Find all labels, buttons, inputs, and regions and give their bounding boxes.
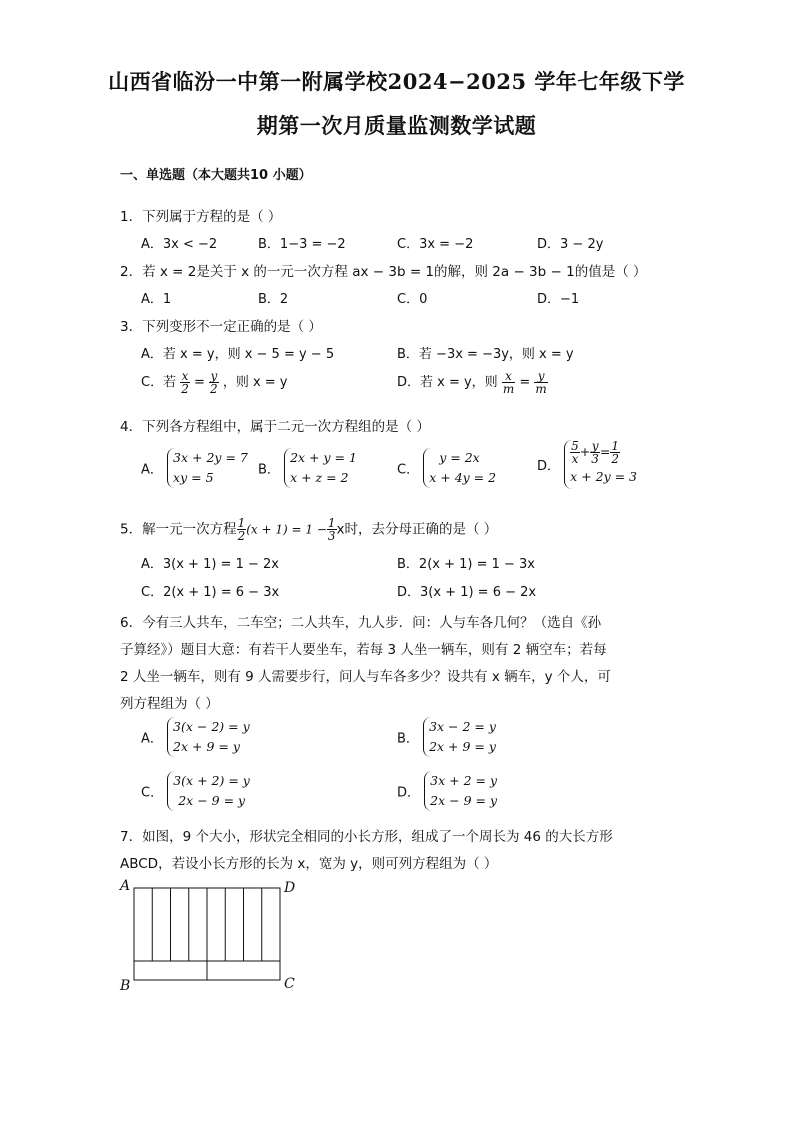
question-2-stem: 2．若 x = 2是关于 x 的一元一次方程 ax − 3b = 1的解，则 2a − 3b − 1的值是（ ）: [120, 264, 647, 280]
fraction-denominator: 3: [327, 529, 336, 543]
question-4-option-c: [397, 448, 496, 488]
question-3-option-a: A．若 x = y，则 x − 5 = y − 5: [141, 347, 335, 362]
fraction-numerator: 5: [571, 439, 579, 453]
equation-system: [167, 771, 250, 811]
fraction-one-half: [237, 517, 247, 542]
option-label: D．: [397, 785, 421, 801]
equation: 3x − 2 = y: [429, 719, 496, 734]
equation-system: [424, 771, 497, 811]
fraction-denominator: 2: [210, 382, 218, 396]
equation: 2x + 9 = y: [429, 739, 496, 754]
rectangle-diagram: [118, 878, 303, 998]
fraction-denominator: 3: [591, 452, 599, 466]
question-3-option-d: D．若 x = y，则 $\frac{x}{m}$ = $\frac{y}{m}$: [397, 369, 547, 396]
question-5-stem: [120, 517, 497, 542]
question-1-stem: 1．下列属于方程的是（ ）: [120, 209, 282, 225]
question-3-stem: 3．下列变形不一定正确的是（ ）: [120, 319, 322, 335]
equation-system: [423, 717, 496, 757]
question-4-option-b: [258, 448, 357, 488]
fraction-x-over-m: [502, 370, 515, 395]
fraction-numerator: y: [210, 369, 218, 383]
fraction: [570, 440, 580, 465]
equation: 2x − 9 = y: [430, 793, 498, 808]
question-6-line4: 列方程组为（ ）: [120, 696, 219, 712]
page-title-line1: 山西省临汾一中第一附属学校2024−2025 学年七年级下学: [108, 69, 685, 94]
option-label: D．: [537, 459, 561, 474]
fraction-numerator: 1: [611, 439, 620, 453]
option-label: A．: [141, 731, 163, 747]
vertex-label-b: B: [120, 978, 131, 994]
question-6-line3: 2 人坐一辆车，则有 9 人需要步行，问人与车各多少？设共有 x 辆车，y 个人，可: [120, 669, 611, 685]
section-heading: 一、单选题（本大题共10 小题）: [120, 168, 312, 183]
question-5-option-b: B．2(x + 1) = 1 − 3x: [397, 557, 536, 572]
question-6-option-b: [397, 717, 496, 757]
equation: xy = 5: [173, 470, 214, 485]
fraction-numerator: x: [502, 370, 515, 383]
vertex-label-a: A: [120, 878, 131, 894]
fraction-denominator: 2: [181, 382, 189, 396]
fraction-denominator: m: [502, 382, 515, 396]
vertex-label-d: D: [284, 880, 296, 896]
equation: 2x − 9 = y: [178, 793, 246, 808]
equation: 2x + y = 1: [290, 450, 357, 465]
equation: 3x + 2 = y: [430, 773, 498, 788]
fraction-numerator: 1: [327, 516, 336, 530]
question-2-option-d: D．−1: [537, 292, 580, 307]
question-5-option-a: A．3(x + 1) = 1 − 2x: [141, 557, 279, 572]
question-6-option-d: [397, 771, 497, 811]
option-c-prefix: C．若: [141, 375, 177, 390]
question-4-option-a: [141, 448, 248, 488]
fraction-denominator: m: [535, 382, 547, 396]
page-title-line2: 期第一次月质量监测数学试题: [256, 113, 537, 138]
equation-system: [423, 448, 496, 488]
fraction-numerator: y: [591, 439, 599, 453]
equation: 3(x − 2) = y: [173, 719, 250, 734]
equation: $\frac{5}{x}$ + $\frac{y}{3}$ = $\frac{1}{2}$: [571, 439, 620, 466]
fraction-one-third: [327, 517, 337, 542]
fraction-x-over-2: [180, 370, 190, 395]
fraction: [610, 440, 620, 465]
fraction-numerator: x: [181, 369, 189, 383]
equation-system: [167, 717, 250, 757]
equation: x + z = 2: [290, 470, 349, 485]
fraction-y-over-2: [209, 370, 219, 395]
fraction-denominator: 2: [611, 452, 620, 466]
option-label: C．: [141, 785, 164, 801]
equation: 2x + 9 = y: [173, 739, 240, 754]
equation-system: [564, 440, 637, 489]
equation-system: [167, 448, 248, 488]
question-1-option-c: C．3x = −2: [397, 237, 474, 252]
question-1-option-b: B．1−3 = −2: [258, 237, 346, 252]
question-1-option-a: A．3x < −2: [141, 237, 218, 252]
equation-system: [284, 448, 357, 488]
fraction-y-over-m: [534, 370, 547, 395]
question-3-option-c: C．若 $\frac{x}{2}$ = $\frac{y}{2}$ ，则 x = y: [141, 369, 288, 396]
question-6-line2: 子算经》）题目大意：有若干人要坐车，若每 3 人坐一辆车，则有 2 辆空车；若每: [120, 642, 607, 658]
option-c-suffix: ，则 x = y: [222, 375, 288, 390]
question-7-line2: ABCD，若设小长方形的长为 x，宽为 y，则可列方程组为（ ）: [120, 856, 498, 872]
option-label: B．: [258, 462, 280, 478]
fraction-denominator: x: [571, 452, 579, 466]
question-7-line1: 7．如图，9 个大小，形状完全相同的小长方形，组成了一个周长为 46 的大长方形: [120, 829, 613, 845]
option-d-prefix: D．若 x = y，则: [397, 375, 498, 390]
question-6-option-a: [141, 717, 250, 757]
vertex-label-c: C: [284, 976, 295, 992]
equation: 3(x + 2) = y: [173, 773, 250, 788]
question-6-option-c: [141, 771, 250, 811]
equation: x + 4y = 2: [429, 470, 497, 485]
question-5-option-d: D．3(x + 1) = 6 − 2x: [397, 585, 537, 600]
stem-math: (x + 1) = 1 −: [246, 522, 327, 537]
option-label: A．: [141, 462, 163, 478]
equation: 3x + 2y = 7: [173, 450, 248, 465]
fraction-denominator: 2: [237, 529, 246, 543]
fraction-numerator: 1: [237, 516, 246, 530]
question-3-option-b: B．若 −3x = −3y，则 x = y: [397, 347, 574, 362]
question-2-option-a: A．1: [141, 292, 172, 307]
question-4-option-d: [537, 440, 637, 489]
question-5-option-c: C．2(x + 1) = 6 − 3x: [141, 585, 280, 600]
question-1-option-d: D．3 − 2y: [537, 237, 604, 252]
equation: y = 2x: [439, 450, 480, 465]
rectangle-figure: [118, 878, 303, 998]
fraction: [590, 440, 600, 465]
question-2-option-b: B．2: [258, 292, 289, 307]
stem-text: 5．解一元一次方程: [120, 521, 237, 538]
option-label: B．: [397, 731, 419, 747]
equation: x + 2y = 3: [570, 469, 638, 484]
question-4-stem: 4．下列各方程组中，属于二元一次方程组的是（ ）: [120, 419, 430, 435]
option-label: C．: [397, 462, 420, 478]
stem-text: x时，去分母正确的是（ ）: [336, 521, 498, 538]
fraction-numerator: y: [534, 370, 547, 383]
question-6-line1: 6．今有三人共车，二车空；二人共车，九人步．问：人与车各几何？（选自《孙: [120, 615, 602, 631]
question-2-option-c: C．0: [397, 292, 428, 307]
